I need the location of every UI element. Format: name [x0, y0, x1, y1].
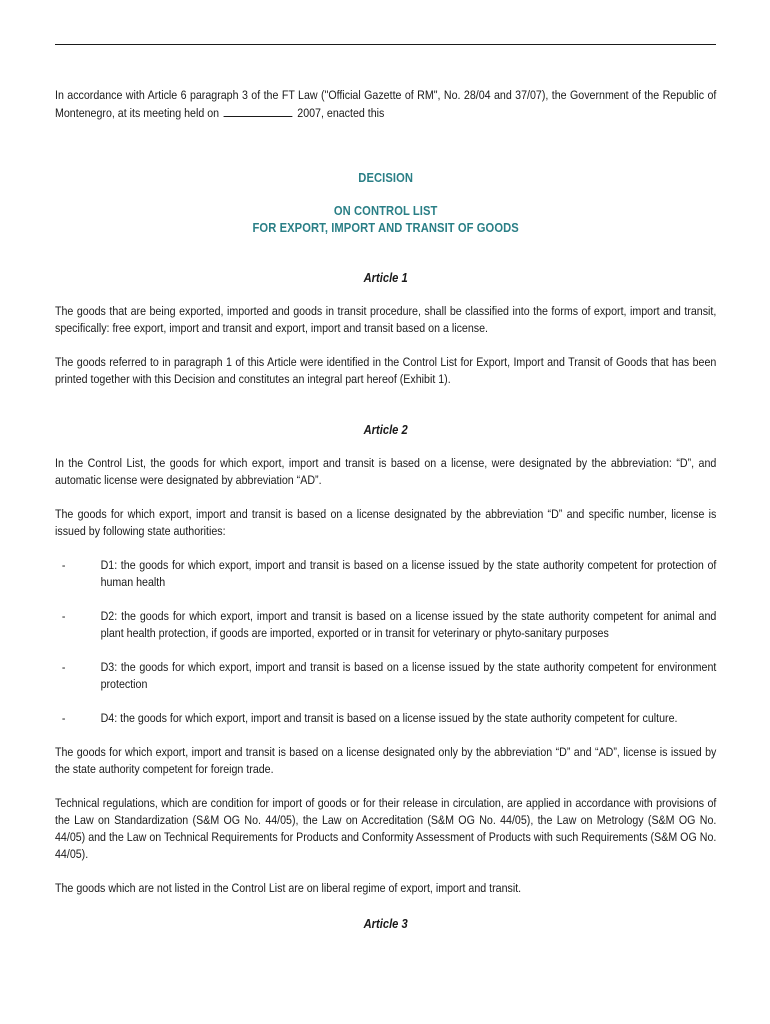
- list-dash: -: [61, 609, 66, 623]
- article-1-title: Article 1: [363, 270, 408, 285]
- article-3-title: Article 3: [363, 916, 408, 931]
- intro-text-after-blank: 2007, enacted this: [297, 106, 385, 120]
- article-2-paragraph-2: The goods for which export, import and transit is based on a license designated by the abbreviation “D” and specific number, license is issued by following state authorities:: [55, 507, 717, 538]
- article-2-paragraph-1: In the Control List, the goods for which export, import and transit is based on a license, were designated by the abbreviation: “D”, and automatic license were designated by abbreviation “AD”.: [55, 456, 717, 487]
- intro-text-before-blank: In accordance with Article 6 paragraph 3 of the FT Law ("Official Gazette of RM", No. 28/04 and 37/07), the Government of the Republic of Montenegro, at its meeting held on: [55, 88, 717, 120]
- decision-heading: DECISION: [358, 170, 414, 185]
- list-item: [55, 710, 716, 727]
- list-item-text: D1: the goods for which export, import and transit is based on a license issued by the state authority competent for protection of human health: [100, 558, 717, 589]
- date-blank-line: [224, 104, 293, 117]
- article-2-paragraph-4: Technical regulations, which are condition for import of goods or for their release in circulation, are applied in accordance with provisions of the Law on Standardization (S&M OG No. 44/05), the Law on Accreditation (S&M OG No. 44/05), the Law on Metrology (S&M OG No. 44/05) and the Law on Technical Requirements for Products and Conformity Assessment of Products with such Requirements (S&M OG No. 44/05).: [55, 796, 717, 861]
- list-item: [55, 608, 716, 642]
- list-item: [55, 557, 716, 591]
- control-list-heading-line2: FOR EXPORT, IMPORT AND TRANSIT OF GOODS: [252, 220, 519, 235]
- list-dash: -: [61, 711, 66, 725]
- top-horizontal-rule: [55, 44, 716, 45]
- control-list-heading-line1: ON CONTROL LIST: [333, 203, 438, 218]
- list-dash: -: [61, 660, 66, 674]
- article-1-paragraph-1: The goods that are being exported, imported and goods in transit procedure, shall be classified into the forms of export, import and transit, specifically: free export, import and transit and export, import and transit based on a license.: [55, 304, 717, 335]
- document-body: [55, 87, 716, 932]
- article-2-paragraph-5: The goods which are not listed in the Control List are on liberal regime of export, import and transit.: [55, 881, 522, 895]
- list-item-text: D2: the goods for which export, import and transit is based on a license issued by the state authority competent for animal and plant health protection, if goods are imported, exported or in transit for veterinary or phyto-sanitary purposes: [100, 609, 717, 640]
- article-2-paragraph-3: The goods for which export, import and transit is based on a license designated only by the abbreviation “D” and “AD”, license is issued by the state authority competent for foreign trade.: [55, 745, 717, 776]
- intro-paragraph: [55, 87, 716, 122]
- article-1-paragraph-2: The goods referred to in paragraph 1 of this Article were identified in the Control List for Export, Import and Transit of Goods that has been printed together with this Decision and constitutes an integral part hereof (Exhibit 1).: [55, 355, 717, 386]
- list-item: [55, 659, 716, 693]
- article-2-title: Article 2: [363, 422, 408, 437]
- list-dash: -: [61, 558, 66, 572]
- list-item-text: D3: the goods for which export, import and transit is based on a license issued by the state authority competent for environment protection: [100, 660, 717, 691]
- list-item-text: D4: the goods for which export, import and transit is based on a license issued by the state authority competent for culture.: [100, 711, 678, 725]
